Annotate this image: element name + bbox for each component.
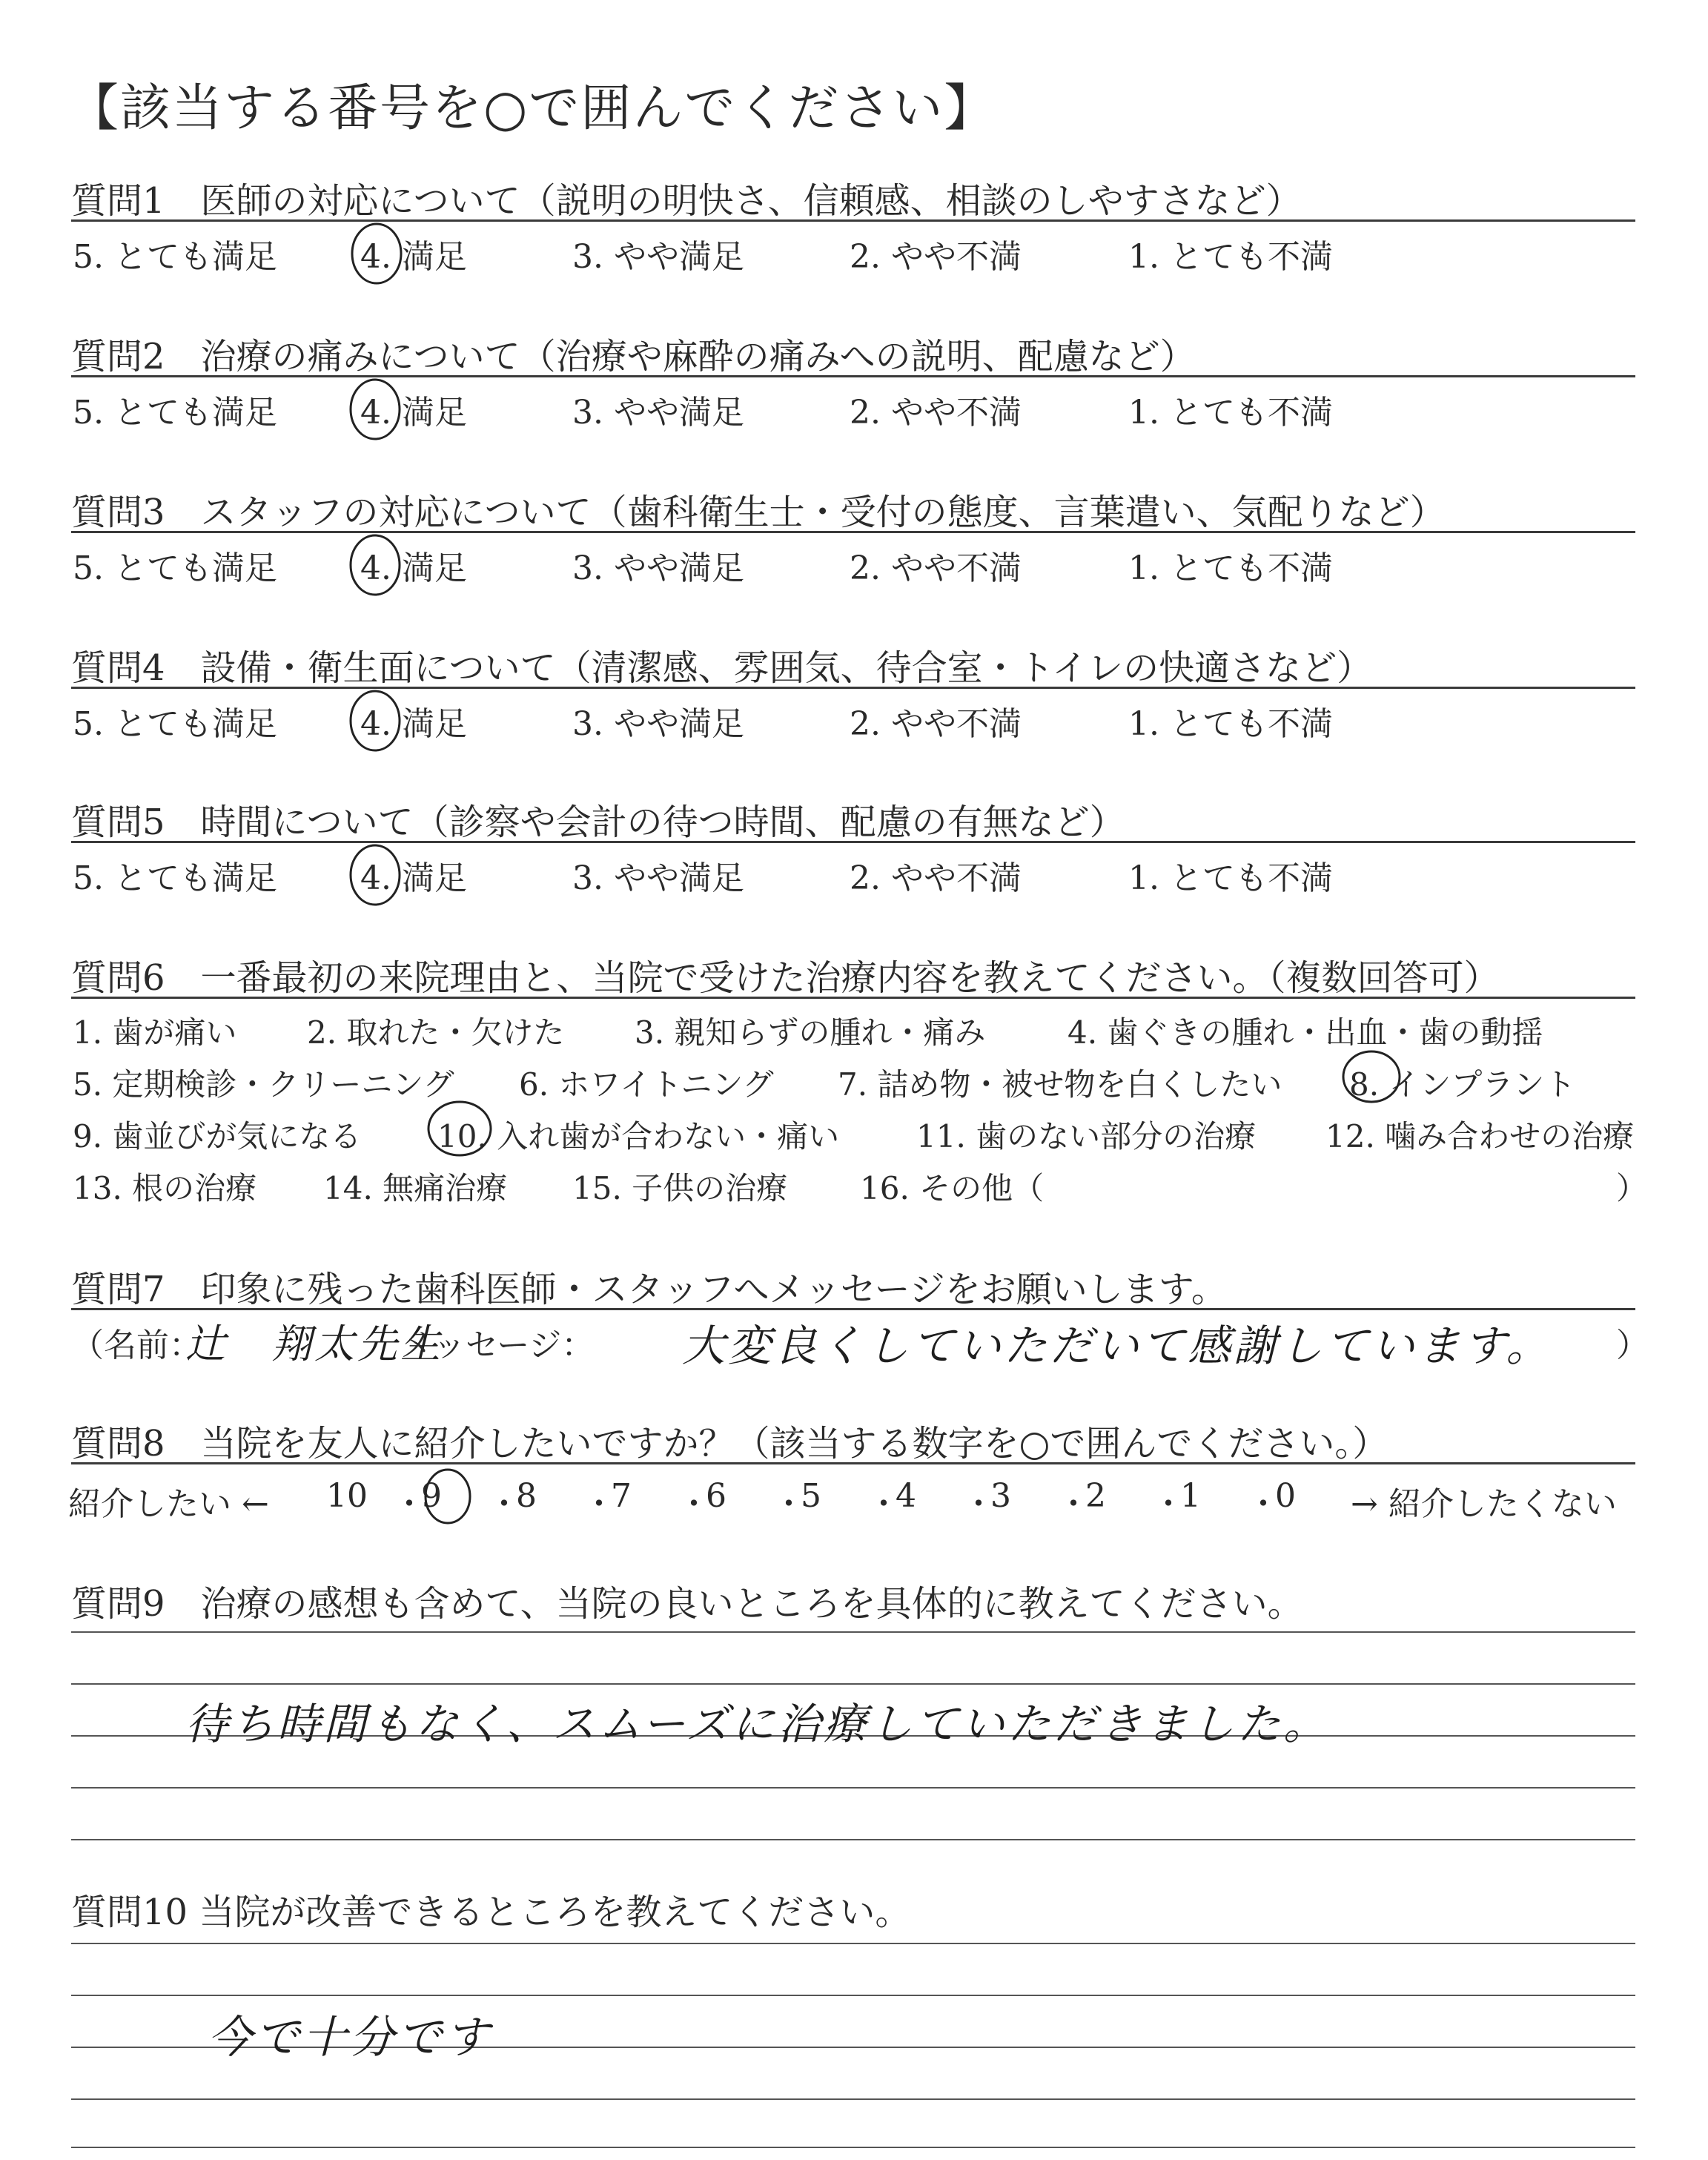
q3-option-4[interactable]: 4. 満足: [360, 549, 467, 587]
q10-line-1: [71, 1943, 1635, 1944]
q8-scale-separator: ・: [583, 1485, 615, 1523]
q5-option-5[interactable]: 5. とても満足: [73, 859, 277, 897]
q8-scale-separator: ・: [772, 1485, 805, 1523]
q1-option-2[interactable]: 2. やや不満: [850, 238, 1022, 276]
q8-scale-separator: ・: [867, 1485, 900, 1523]
q4-rule: [71, 687, 1635, 689]
q8-right-label: → 紹介したくない: [1351, 1485, 1617, 1523]
q7-message-value[interactable]: 大変良くしていただいて感謝しています。: [682, 1321, 1552, 1371]
q4-option-2[interactable]: 2. やや不満: [850, 705, 1022, 743]
q7-message-label: メッセージ：: [400, 1327, 595, 1364]
q3-option-1[interactable]: 1. とても不満: [1128, 549, 1333, 587]
q1-option-1[interactable]: 1. とても不満: [1128, 238, 1333, 276]
q6-option-6[interactable]: 6. ホワイトニング: [519, 1066, 774, 1103]
q2-option-5[interactable]: 5. とても満足: [73, 394, 277, 432]
q6-other-close: ）: [1616, 1170, 1648, 1206]
q8-title: 質問8 当院を友人に紹介したいですか？（該当する数字を○で囲んでください。）: [71, 1423, 1388, 1464]
q8-scale-separator: ・: [678, 1485, 710, 1523]
form-heading: 【該当する番号を○で囲んでください】: [68, 79, 996, 138]
q5-option-4[interactable]: 4. 満足: [360, 859, 467, 897]
q1-option-4[interactable]: 4. 満足: [360, 238, 467, 276]
q6-option-8[interactable]: 8. インプラント: [1349, 1066, 1576, 1103]
q6-option-5[interactable]: 5. 定期検診・クリーニング: [73, 1066, 454, 1103]
q4-option-3[interactable]: 3. やや満足: [572, 705, 744, 743]
q8-scale-separator: ・: [488, 1485, 520, 1523]
q2-option-2[interactable]: 2. やや不満: [850, 394, 1022, 432]
q6-option-16[interactable]: 16. その他（: [860, 1170, 1045, 1206]
q4-option-4[interactable]: 4. 満足: [360, 705, 467, 743]
q9-line-1: [71, 1631, 1635, 1633]
q10-line-4: [71, 2098, 1635, 2100]
q4-option-1[interactable]: 1. とても不満: [1128, 705, 1333, 743]
q8-scale-9[interactable]: 9: [421, 1477, 442, 1515]
q10-line-5: [71, 2147, 1635, 2148]
q5-option-1[interactable]: 1. とても不満: [1128, 859, 1333, 897]
q4-option-5[interactable]: 5. とても満足: [73, 705, 277, 743]
q6-option-2[interactable]: 2. 取れた・欠けた: [307, 1014, 565, 1051]
q6-option-7[interactable]: 7. 詰め物・被せ物を白くしたい: [838, 1066, 1282, 1103]
q6-option-10[interactable]: 10. 入れ歯が合わない・痛い: [437, 1118, 840, 1155]
q8-scale-2[interactable]: 2: [1085, 1477, 1106, 1515]
q8-scale-1[interactable]: 1: [1180, 1477, 1201, 1515]
q9-line-4: [71, 1787, 1635, 1789]
q3-option-3[interactable]: 3. やや満足: [572, 549, 744, 587]
q6-option-4[interactable]: 4. 歯ぐきの腫れ・出血・歯の動揺: [1068, 1014, 1543, 1051]
q1-option-3[interactable]: 3. やや満足: [572, 238, 744, 276]
q6-option-9[interactable]: 9. 歯並びが気になる: [73, 1118, 362, 1155]
q9-answer[interactable]: 待ち時間もなく、スムーズに治療していただきました。: [185, 1699, 1330, 1749]
q8-scale-separator: ・: [1247, 1485, 1280, 1523]
q5-title: 質問5 時間について（診察や会計の待つ時間、配慮の有無など）: [71, 802, 1125, 843]
q6-rule: [71, 997, 1635, 999]
q10-answer[interactable]: 今で十分です: [208, 2012, 492, 2064]
q9-line-2: [71, 1683, 1635, 1685]
q3-rule: [71, 531, 1635, 533]
q5-rule: [71, 841, 1635, 843]
q8-scale-7[interactable]: 7: [611, 1477, 632, 1515]
q6-title: 質問6 一番最初の来院理由と、当院で受けた治療内容を教えてください。（複数回答可）: [71, 957, 1500, 999]
q1-title: 質問1 医師の対応について（説明の明快さ、信頼感、相談のしやすさなど）: [71, 180, 1302, 222]
q6-option-14[interactable]: 14. 無痛治療: [323, 1170, 508, 1206]
q2-option-3[interactable]: 3. やや満足: [572, 394, 744, 432]
q8-scale-6[interactable]: 6: [706, 1477, 726, 1515]
q7-rule: [71, 1308, 1635, 1310]
q3-option-2[interactable]: 2. やや不満: [850, 549, 1022, 587]
q4-title: 質問4 設備・衛生面について（清潔感、雰囲気、待合室・トイレの快適さなど）: [71, 647, 1373, 689]
q3-title: 質問3 スタッフの対応について（歯科衛生士・受付の態度、言葉遣い、気配りなど）: [71, 492, 1446, 533]
q8-scale-3[interactable]: 3: [990, 1477, 1011, 1515]
q6-option-1[interactable]: 1. 歯が痛い: [73, 1014, 237, 1051]
q6-option-13[interactable]: 13. 根の治療: [73, 1170, 257, 1206]
q2-option-1[interactable]: 1. とても不満: [1128, 394, 1333, 432]
q7-close: ）: [1616, 1327, 1649, 1364]
q10-line-2: [71, 1995, 1635, 1996]
q8-scale-separator: ・: [962, 1485, 995, 1523]
q8-scale-separator: ・: [1057, 1485, 1090, 1523]
q5-option-2[interactable]: 2. やや不満: [850, 859, 1022, 897]
q8-scale-10[interactable]: 10: [326, 1477, 368, 1515]
q2-option-4[interactable]: 4. 満足: [360, 394, 467, 432]
q8-scale-8[interactable]: 8: [516, 1477, 537, 1515]
q8-left-label: 紹介したい ←: [68, 1485, 269, 1523]
q6-option-3[interactable]: 3. 親知らずの腫れ・痛み: [635, 1014, 986, 1051]
q8-scale-separator: ・: [393, 1485, 426, 1523]
q8-rule: [71, 1462, 1635, 1464]
q6-option-15[interactable]: 15. 子供の治療: [572, 1170, 788, 1206]
q8-scale-4[interactable]: 4: [896, 1477, 916, 1515]
q1-option-5[interactable]: 5. とても満足: [73, 238, 277, 276]
q3-option-5[interactable]: 5. とても満足: [73, 549, 277, 587]
q7-name-value[interactable]: 辻 翔太先生: [185, 1321, 443, 1367]
q2-title: 質問2 治療の痛みについて（治療や麻酔の痛みへの説明、配慮など）: [71, 336, 1196, 377]
q9-line-5: [71, 1839, 1635, 1840]
q5-option-3[interactable]: 3. やや満足: [572, 859, 744, 897]
q8-scale-5[interactable]: 5: [801, 1477, 821, 1515]
q8-scale-0[interactable]: 0: [1275, 1477, 1296, 1515]
q8-scale-separator: ・: [1152, 1485, 1185, 1523]
q9-title: 質問9 治療の感想も含めて、当院の良いところを具体的に教えてください。: [71, 1583, 1303, 1625]
q6-option-12[interactable]: 12. 噛み合わせの治療: [1325, 1118, 1635, 1155]
q2-rule: [71, 375, 1635, 377]
q7-name-label: （名前：: [71, 1327, 202, 1364]
q1-rule: [71, 219, 1635, 222]
q10-title: 質問10 当院が改善できるところを教えてください。: [71, 1892, 911, 1933]
q6-option-11[interactable]: 11. 歯のない部分の治療: [916, 1118, 1257, 1155]
q7-title: 質問7 印象に残った歯科医師・スタッフへメッセージをお願いします。: [71, 1269, 1227, 1310]
